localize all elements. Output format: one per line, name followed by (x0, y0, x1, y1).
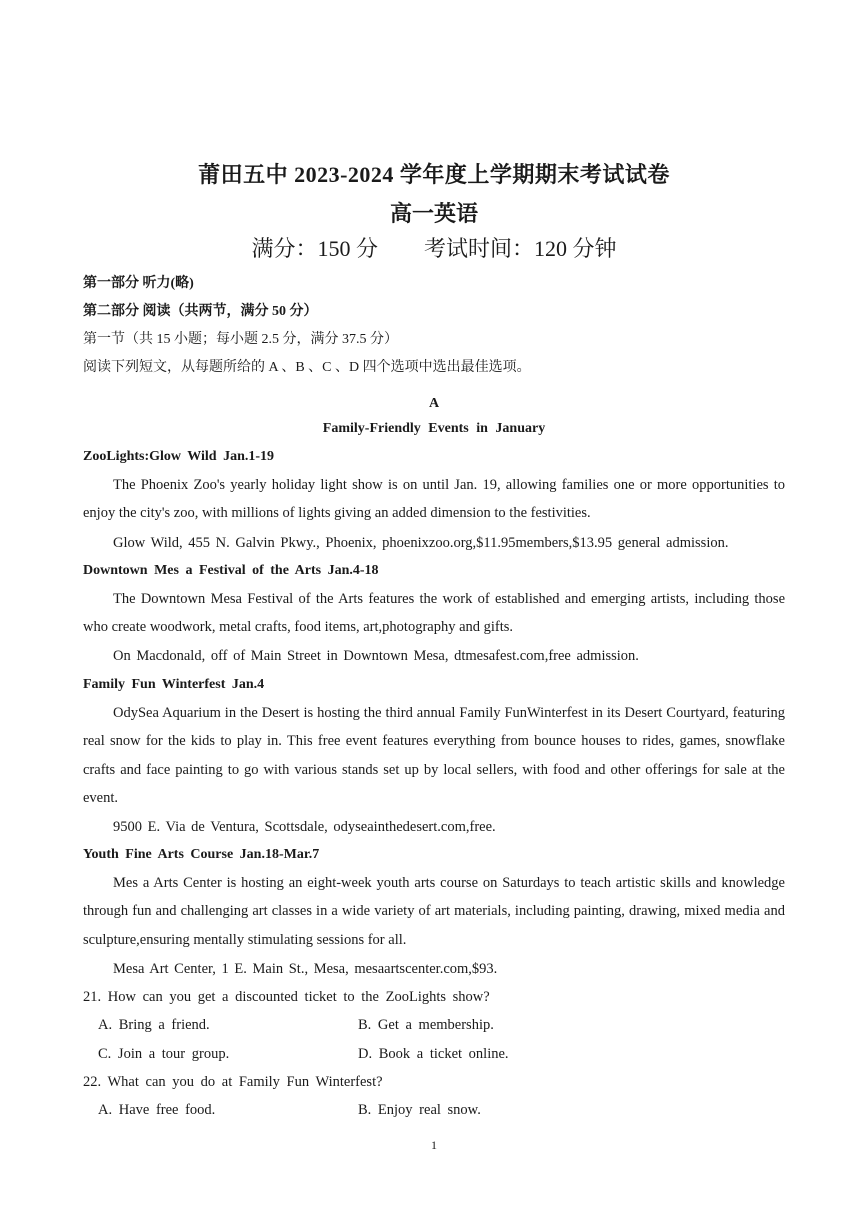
exam-subject: 高一英语 (389, 201, 478, 226)
event-heading: Youth Fine Arts Course Jan.18-Mar.7 (83, 847, 320, 862)
question-stem: 21. How can you get a discounted ticket to the ZooLights show? (83, 989, 490, 1005)
event-heading: Downtown Mes a Festival of the Arts Jan.4-18 (83, 563, 379, 578)
time-limit: 考试时间：120 分钟 (424, 236, 617, 261)
exam-title: 莆田五中 2023-2024 学年度上学期期末考试试卷 (198, 162, 670, 187)
full-score: 满分：150 分 (251, 236, 378, 261)
event-heading: Family Fun Winterfest Jan.4 (83, 677, 265, 692)
exam-meta (0, 232, 868, 263)
option-d: D. Book a ticket online. (358, 1046, 509, 1062)
event-info: Glow Wild, 455 N. Galvin Pkwy., Phoenix, phoenixzoo.org,$11.95members,$13.95 general admission. (113, 535, 729, 551)
part2-heading: 第二部分 阅读（共两节，满分 50 分） (83, 304, 318, 319)
page-number: 1 (431, 1138, 437, 1152)
option-b: B. Enjoy real snow. (358, 1102, 481, 1118)
option-a: A. Bring a friend. (98, 1017, 210, 1033)
passage-letter: A (428, 396, 440, 411)
event-description: The Downtown Mesa Festival of the Arts features the work of established and emerging artists, including those who create woodwork, metal crafts, food items, art,photography and gifts. (83, 591, 785, 636)
event-info: On Macdonald, off of Main Street in Downtown Mesa, dtmesafest.com,free admission. (113, 648, 639, 664)
option-a: A. Have free food. (98, 1102, 216, 1118)
part1-heading: 第一部分 听力(略) (83, 276, 194, 291)
event-heading: ZooLights:Glow Wild Jan.1-19 (83, 449, 275, 464)
section1-heading: 第一节（共 15 小题；每小题 2.5 分，满分 37.5 分） (83, 332, 398, 347)
event-info: Mesa Art Center, 1 E. Main St., Mesa, mesaartscenter.com,$93. (113, 961, 498, 977)
passage-title: Family-Friendly Events in January (322, 421, 546, 436)
event-info: 9500 E. Via de Ventura, Scottsdale, odyseainthedesert.com,free. (113, 819, 496, 835)
instruction: 阅读下列短文，从每题所给的 A 、B 、C 、D 四个选项中选出最佳选项。 (83, 360, 531, 375)
event-description: OdySea Aquarium in the Desert is hosting the third annual Family FunWinterfest in its Desert Courtyard, featuring real snow for the kids to play in. This free event features everything from bounce houses to rides, games, snowflake crafts and face painting to go with various stands set up by local sellers, with food and other offerings for sale at the event. (83, 705, 785, 807)
option-c: C. Join a tour group. (98, 1046, 230, 1062)
option-b: B. Get a membership. (358, 1017, 494, 1033)
event-description: The Phoenix Zoo's yearly holiday light show is on until Jan. 19, allowing families one or more opportunities to enjoy the city's zoo, with millions of lights giving an added dimension to the festivities. (83, 477, 785, 522)
event-description: Mes a Arts Center is hosting an eight-week youth arts course on Saturdays to teach artistic skills and knowledge through fun and challenging art classes in a wide variety of art materials, including painting, drawing, mixed media and sculpture,ensuring mentally stimulating sessions for all. (83, 875, 785, 948)
question-stem: 22. What can you do at Family Fun Winterfest? (83, 1074, 383, 1090)
